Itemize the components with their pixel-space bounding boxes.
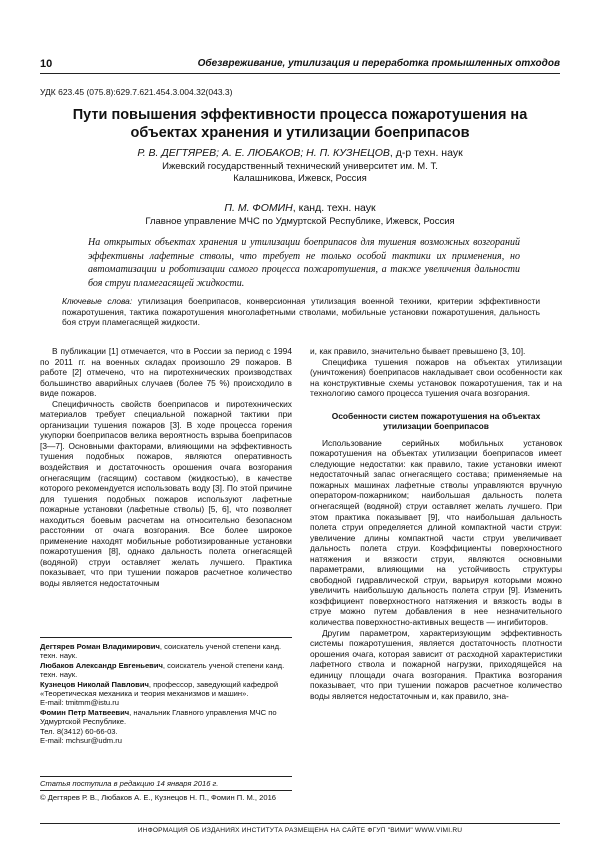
author-group-1 <box>40 147 560 160</box>
keywords <box>62 296 540 328</box>
footnote-phone: Тел. 8(3412) 60-66-03. <box>40 727 118 736</box>
affiliation-1 <box>40 161 560 185</box>
footnote-info: , профессор, заведующий кафедрой «Теоретическая механика и теория механизмов и машин». <box>40 680 278 698</box>
left-column <box>40 346 292 589</box>
keywords-text: утилизация боеприпасов, конверсионная утилизация военной техники, критерии эффективности пожаротушения, тактика пожаротушения многолафетными стволами, мобильные установки пожаротушения, дальность боя струи пламегасящей жидкости. <box>62 296 540 327</box>
footnote-info: , соискатель ученой степени канд. техн. наук. <box>40 661 284 679</box>
paragraph: Использование серийных мобильных установок пожаротушения на объектах утилизации боеприпасов имеет следующие недостатки: как правило, такие установки имеют недостаточный запас огнегасящего состава; применяемые на пожарных машинах лафетные стволы управляются вручную оператором-пожарником; наибольшая дальность полета огнегасящей (водяной) струи оставляет желать лучшего. При этом практика показывает [9], что наибольшая дальность полета струи определяется длиной компактной части струи: увеличение длины компактной части струи увеличивает дальность полета струи. Коэффициенты поверхностного натяжения и вязкости струи, являются основными параметрами, влияющими на устойчивость структуры свободной гидравлической струи, варьируя которыми можно увеличить наибольшую дальность полета струи [9]. Изменить коэффициент поверхностного натяжения и вязкость воды в струе можно путем добавления в нее незначительного количества поверхностно-активных веществ — ингибиторов. <box>310 438 562 628</box>
footnote-info: , соискатель ученой степени канд. техн. наук. <box>40 642 281 660</box>
section-heading: Особенности систем пожаротушения на объектах утилизации боеприпасов <box>316 411 556 432</box>
abstract: На открытых объектах хранения и утилизации боеприпасов для тушения возможных возгораний эффективны лафетные стволы, что требует не только особой тактики их применения, но автоматизации и роботизации самого процесса пожаротушения, а также увеличения дальности боя струи пламегасящей жидкости. <box>88 236 520 290</box>
footnote-item <box>40 661 292 680</box>
paragraph: Другим параметром, характеризующим эффективность системы пожаротушения, является достаточность плотности орошения очага, которая зависит от расходной характеристики лафетного ствола и пожарной нагрузки, приходящейся на единицу площади очага возгорания. Практика возгорания показывает, что при тушении пожаров расчетное количество воды является недостаточным и, как правило, зна- <box>310 628 562 702</box>
footer-divider <box>40 823 560 824</box>
footnote-author: Кузнецов Николай Павлович <box>40 680 149 689</box>
footnote-item <box>40 642 292 661</box>
journal-title: Обезвреживание, утилизация и переработка промышленных отходов <box>198 58 560 69</box>
footnote-email: E-mail: tmitmm@istu.ru <box>40 698 119 707</box>
footnote-author: Дегтярев Роман Владимирович <box>40 642 160 651</box>
paragraph: Специфика тушения пожаров на объектах утилизации (уничтожения) боеприпасов накладывает свои особенности как на конструктивные схемы установок пожаротушения, так и на технологию самого процесса тушения очага возгорания. <box>310 357 562 399</box>
paragraph-continuation: и, как правило, значительно бывает превышено [3, 10]. <box>310 346 562 357</box>
page-number: 10 <box>40 58 52 70</box>
footnote-author: Любаков Александр Евгеньевич <box>40 661 163 670</box>
footnote-author: Фомин Петр Матвеевич <box>40 708 129 717</box>
footnote-info: , начальник Главного управления МЧС по Удмуртской Республике. <box>40 708 277 726</box>
article-title: Пути повышения эффективности процесса пожаротушения на объектах хранения и утилизации боеприпасов <box>40 106 560 142</box>
footnote-item <box>40 698 292 707</box>
paragraph: Специфичность свойств боеприпасов и пиротехнических материалов требует специальной пожарной тактики при организации тушения пожаров [3]. В ходе процесса горения укупорки боеприпасов велика вероятность взрыва боеприпасов [3—7]. Основными факторами, влияющими на эффективность тушения подобных пожаров, являются оперативность воздействия и достаточность орошения очага возгорания огнегасящим (гасящим) составом (жидкостью), в качестве которого рекомендуется использовать воду [3]. По этой причине для тушения подобных пожаров используют лафетные пожарные установки (лафетные стволы) [5, 6], что позволяет находиться боевым расчетам на относительно безопасном расстоянии от очага возгорания. Все более широкое применение находят мобильные роботизированные установки пожаротушения [8], однако дальность полета огнегасящей (водяной) струи оставляет желать лучшего. Практика показывает, что при тушении пожаров расчетное количество воды является недостаточным <box>40 399 292 589</box>
received-date: Статья поступила в редакцию 14 января 2016 г. <box>40 779 292 788</box>
paragraph: В публикации [1] отмечается, что в России за период с 1994 по 2011 гг. на военных складах произошло 29 пожаров. В работе [2] отмечено, что на пиротехнических производствах большинство аварийных случаев (более 75 %) происходило в виде пожаров. <box>40 346 292 399</box>
copyright-divider <box>40 790 292 791</box>
footnote-item <box>40 736 292 745</box>
footnote-item <box>40 680 292 699</box>
author-degree: , д-р техн. наук <box>390 147 463 159</box>
footnote-email: E-mail: mchsur@udm.ru <box>40 736 122 745</box>
footer-info: ИНФОРМАЦИЯ ОБ ИЗДАНИЯХ ИНСТИТУТА РАЗМЕЩЕНА НА САЙТЕ ФГУП "ВИМИ" WWW.VIMI.RU <box>40 827 560 834</box>
header-divider <box>40 73 560 74</box>
author-group-2 <box>40 202 560 214</box>
affiliation-text: Ижевский государственный технический университет им. М. Т. Калашникова, Ижевск, Россия <box>40 161 560 185</box>
author-degree: , канд. техн. наук <box>293 202 376 214</box>
received-divider <box>40 776 292 777</box>
footnote-divider <box>40 637 292 638</box>
keywords-label: Ключевые слова: <box>62 296 132 306</box>
footnote-item <box>40 708 292 727</box>
author-names: Р. В. ДЕГТЯРЕВ; А. Е. ЛЮБАКОВ; Н. П. КУЗНЕЦОВ <box>137 147 390 159</box>
right-column <box>310 346 562 701</box>
udk-code: УДК 623.45 (075.8):629.7.621.454.3.004.32(043.3) <box>40 87 232 97</box>
author-name: П. М. ФОМИН <box>224 202 292 214</box>
affiliation-2: Главное управление МЧС по Удмуртской Республике, Ижевск, Россия <box>40 216 560 227</box>
author-footnotes <box>40 642 292 745</box>
copyright: © Дегтярев Р. В., Любаков А. Е., Кузнецов Н. П., Фомин П. М., 2016 <box>40 793 292 802</box>
footnote-item <box>40 727 292 736</box>
